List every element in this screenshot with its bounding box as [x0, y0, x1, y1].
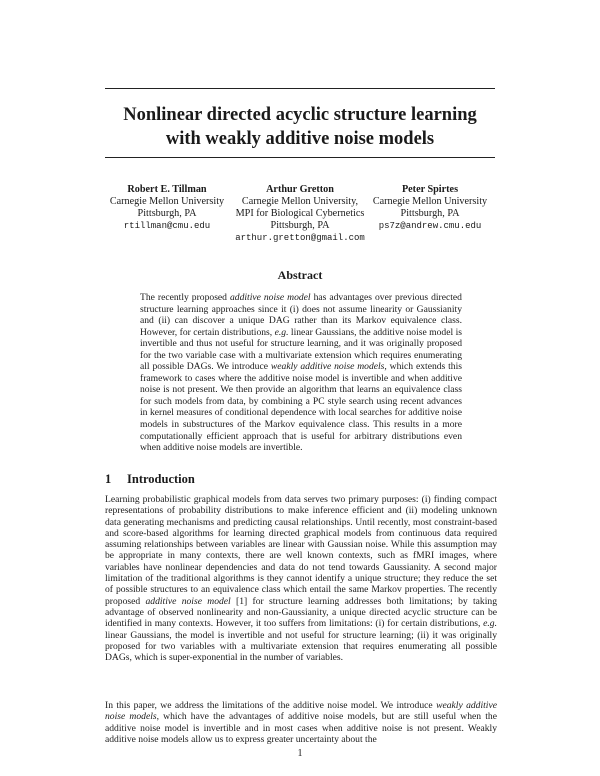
paragraph-emphasis: weakly additive noise models [105, 700, 497, 723]
author-block-spirtes [366, 184, 494, 232]
abstract-text: linear Gaussians, the additive noise model is invertible and thus not useful for structure learning, and it was originally proposed for the two variable case with a multivariate extension which requires enumerating all possible DAGs. We introduce [140, 326, 462, 373]
author-location: Pittsburgh, PA [137, 208, 197, 219]
author-email[interactable]: ps7z@andrew.cmu.edu [378, 221, 482, 231]
author-email[interactable]: rtillman@cmu.edu [123, 221, 211, 231]
author-email[interactable]: arthur.gretton@gmail.com [235, 233, 365, 243]
paragraph-emphasis: e.g. [483, 618, 497, 630]
intro-paragraph-1 [105, 494, 497, 663]
abstract-text: , which extends this framework to cases where the additive noise model is invertible and when additive noise is not present. We then provide an algorithm that learns an equivalence class for such models from data, by combining a PC style search using recent advances in kernel measures of conditional dependence with local searches for additive noise models in substructures of the Markov equivalence class. This results in a more computationally efficient approach that is useful for arbitrary distributions even when additive noise models are invertible. [140, 361, 462, 454]
author-name: Peter Spirtes [401, 184, 459, 195]
author-affiliation-2: MPI for Biological Cybernetics [235, 208, 365, 219]
abstract-body [140, 292, 462, 454]
author-block-gretton [228, 184, 372, 244]
paragraph-text: [1] for structure learning addresses both limitations; by taking advantage of observed nonlinearity and non-Gaussianity, a unique directed acyclic structure can be identified in many contexts. However, it too suffers from limitations: (i) for certain distributions, [105, 595, 497, 630]
author-location: Pittsburgh, PA [270, 220, 330, 231]
paragraph-text: In this paper, we address the limitations of the additive noise model. We introduce [105, 700, 437, 711]
author-name: Arthur Gretton [266, 184, 334, 195]
section-heading-introduction [105, 472, 195, 487]
section-number: 1 [105, 472, 112, 486]
page-number: 1 [297, 748, 303, 759]
intro-paragraph-2 [105, 700, 497, 745]
author-location: Pittsburgh, PA [400, 208, 460, 219]
author-block-tillman [102, 184, 232, 232]
author-name: Robert E. Tillman [127, 184, 207, 195]
author-affiliation: Carnegie Mellon University, [241, 196, 359, 207]
abstract-heading: Abstract [277, 268, 323, 282]
title-rule-bottom [105, 157, 495, 158]
title-line-2: with weakly additive noise models [165, 129, 435, 149]
abstract-emphasis: weakly additive noise models [270, 361, 385, 373]
abstract-text: The recently proposed [140, 292, 230, 303]
paragraph-text: Learning probabilistic graphical models from data serves two primary purposes: (i) finding compact representations of probability distributions to make inference efficient and (ii) modeling unknown data generating mechanisms and predicting causal relationships. Until recently, most constraint-based and score-based algorithms for learning directed graphical models from continuous data required assuming relationships between variables are linear with Gaussian noise. While this assumption may be appropriate in many contexts, there are well known contexts, such as fMRI images, where variables have nonlinear dependencies and data do not tend towards Gaussianity. A second major limitation of the traditional algorithms is they cannot identify a unique structure; they reduce the set of possible structures to an equivalence class which entail the same Markov properties. The recently proposed [105, 494, 497, 607]
paragraph-text: linear Gaussians, the model is invertible and not useful for structure learning; (ii) it was originally proposed for two variables with a multivariate extension that requires enumerating all possible DAGs, which is super-exponential in the number of variables. [105, 629, 497, 664]
author-affiliation: Carnegie Mellon University [109, 196, 225, 207]
abstract-text: has advantages over previous directed structure learning approaches since it (i) does not assume linearity or Gaussianity and (ii) can discover a unique DAG rather than its Markov equivalence class. However, for certain distributions, [140, 292, 462, 338]
author-affiliation: Carnegie Mellon University [372, 196, 488, 207]
abstract-emphasis: additive noise model [229, 292, 311, 303]
paragraph-emphasis: additive noise model [145, 595, 231, 607]
paper-title [105, 103, 495, 151]
title-rule-top [105, 88, 495, 89]
title-line-1: Nonlinear directed acyclic structure learning [123, 105, 477, 125]
paragraph-text: , which have the advantages of additive noise models, but are still useful when the additive noise model is invertible and in most cases when additive noise is not present. Weakly additive noise models allow us to express greater uncertainty about the [105, 711, 497, 745]
section-title: Introduction [127, 472, 195, 486]
abstract-emphasis: e.g. [274, 326, 289, 338]
